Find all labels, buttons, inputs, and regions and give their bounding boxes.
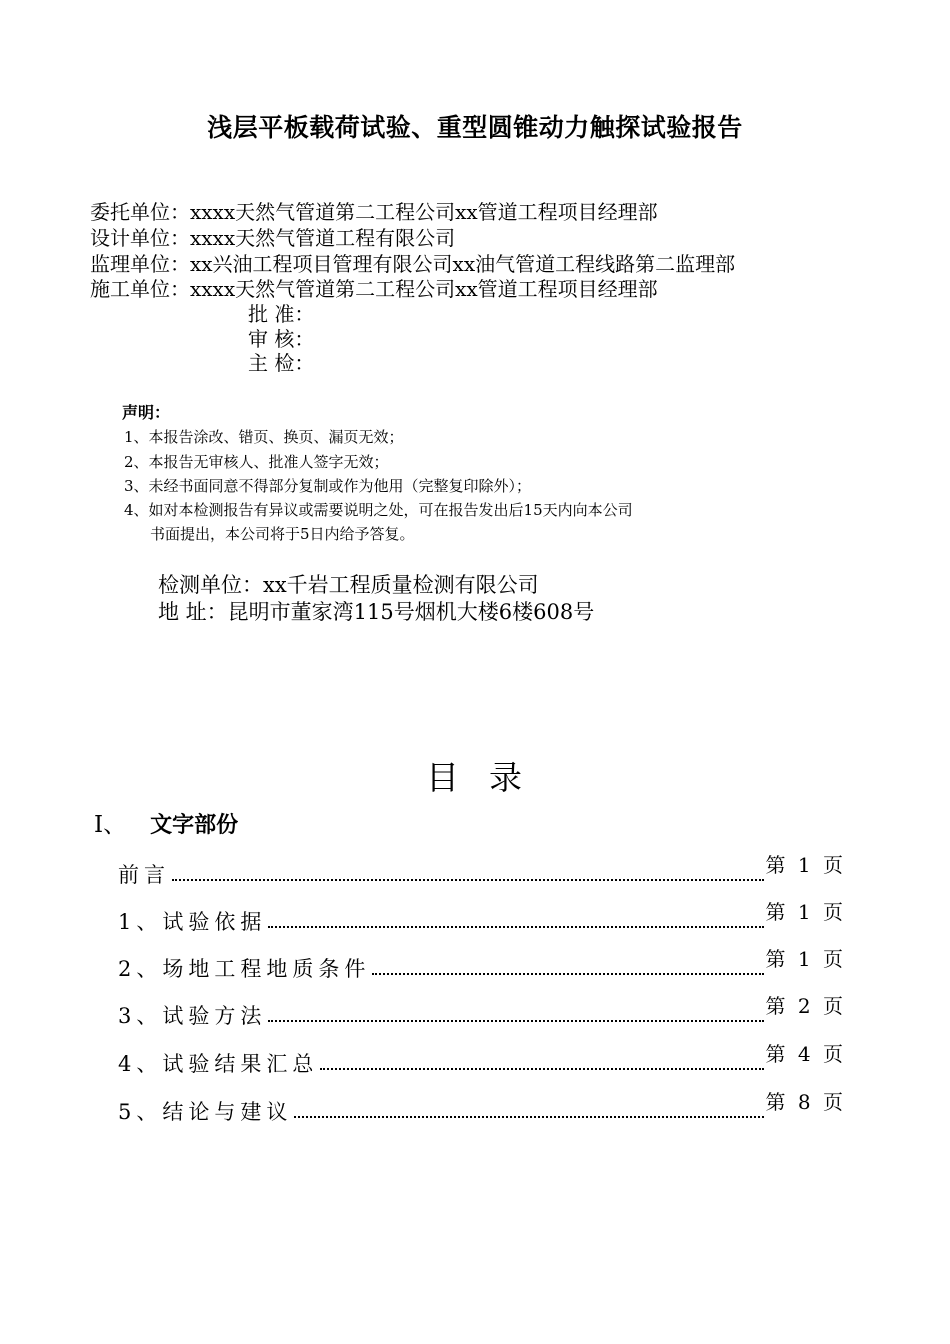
section-heading bbox=[94, 806, 238, 839]
statement-item: 4、如对本检测报告有异议或需要说明之处，可在报告发出后15天内向本公司 bbox=[124, 501, 633, 519]
section-label: 文字部份 bbox=[150, 813, 239, 838]
toc-entry-page: 第 8 页 bbox=[765, 1090, 846, 1114]
toc-entry-label: 2、场地工程地质条件 bbox=[118, 957, 371, 981]
toc-entry-page: 第 1 页 bbox=[765, 853, 846, 877]
toc-entry[interactable] bbox=[118, 1089, 846, 1125]
toc-entry-label: 1、试验依据 bbox=[118, 910, 267, 934]
toc-entry-page: 第 4 页 bbox=[765, 1042, 846, 1066]
supervision-unit: 监理单位：xx兴油工程项目管理有限公司xx油气管道工程线路第二监理部 bbox=[90, 252, 736, 276]
toc-entry-page: 第 1 页 bbox=[765, 947, 846, 971]
toc-entry[interactable] bbox=[118, 993, 846, 1029]
toc-entry[interactable] bbox=[118, 946, 846, 982]
section-number: Ⅰ、 bbox=[94, 812, 127, 838]
toc-leader-dots bbox=[294, 1116, 763, 1118]
approve-signature: 批 准： bbox=[248, 302, 315, 326]
toc-leader-dots bbox=[372, 973, 763, 975]
toc-entry-label: 4、试验结果汇总 bbox=[118, 1052, 319, 1076]
toc-entry-label: 5、结论与建议 bbox=[118, 1100, 293, 1124]
lab-address: 地 址：昆明市董家湾115号烟机大楼6楼608号 bbox=[158, 600, 595, 624]
client-unit: 委托单位：xxxx天然气管道第二工程公司xx管道工程项目经理部 bbox=[90, 200, 658, 224]
statement-item: 1、本报告涂改、错页、换页、漏页无效； bbox=[124, 428, 404, 446]
statement-heading: 声明： bbox=[122, 403, 171, 422]
toc-entry[interactable] bbox=[118, 1041, 846, 1077]
toc-leader-dots bbox=[268, 1020, 763, 1022]
toc-leader-dots bbox=[320, 1068, 763, 1070]
toc-entry-label: 前言 bbox=[118, 863, 170, 887]
lab-name: 检测单位：xx千岩工程质量检测有限公司 bbox=[158, 573, 539, 597]
toc-leader-dots bbox=[172, 879, 764, 881]
statement-item: 2、本报告无审核人、批准人签字无效； bbox=[124, 453, 389, 471]
toc-title-char: 目 bbox=[426, 758, 461, 797]
toc-title-char: 录 bbox=[489, 758, 524, 797]
toc-entry[interactable] bbox=[118, 852, 846, 888]
inspect-signature: 主 检： bbox=[248, 351, 315, 375]
design-unit: 设计单位：xxxx天然气管道工程有限公司 bbox=[90, 226, 456, 250]
toc-entry[interactable] bbox=[118, 899, 846, 935]
review-signature: 审 核： bbox=[248, 327, 315, 351]
construction-unit: 施工单位：xxxx天然气管道第二工程公司xx管道工程项目经理部 bbox=[90, 277, 658, 301]
toc-entry-label: 3、试验方法 bbox=[118, 1004, 267, 1028]
toc-leader-dots bbox=[268, 926, 763, 928]
toc-entry-page: 第 1 页 bbox=[765, 900, 846, 924]
statement-item: 3、未经书面同意不得部分复制或作为他用（完整复印除外）； bbox=[124, 477, 532, 495]
statement-item-continuation: 书面提出，本公司将于5日内给予答复。 bbox=[150, 525, 415, 543]
toc-title bbox=[0, 752, 950, 799]
report-title: 浅层平板载荷试验、重型圆锥动力触探试验报告 bbox=[207, 113, 743, 142]
toc-entry-page: 第 2 页 bbox=[765, 994, 846, 1018]
